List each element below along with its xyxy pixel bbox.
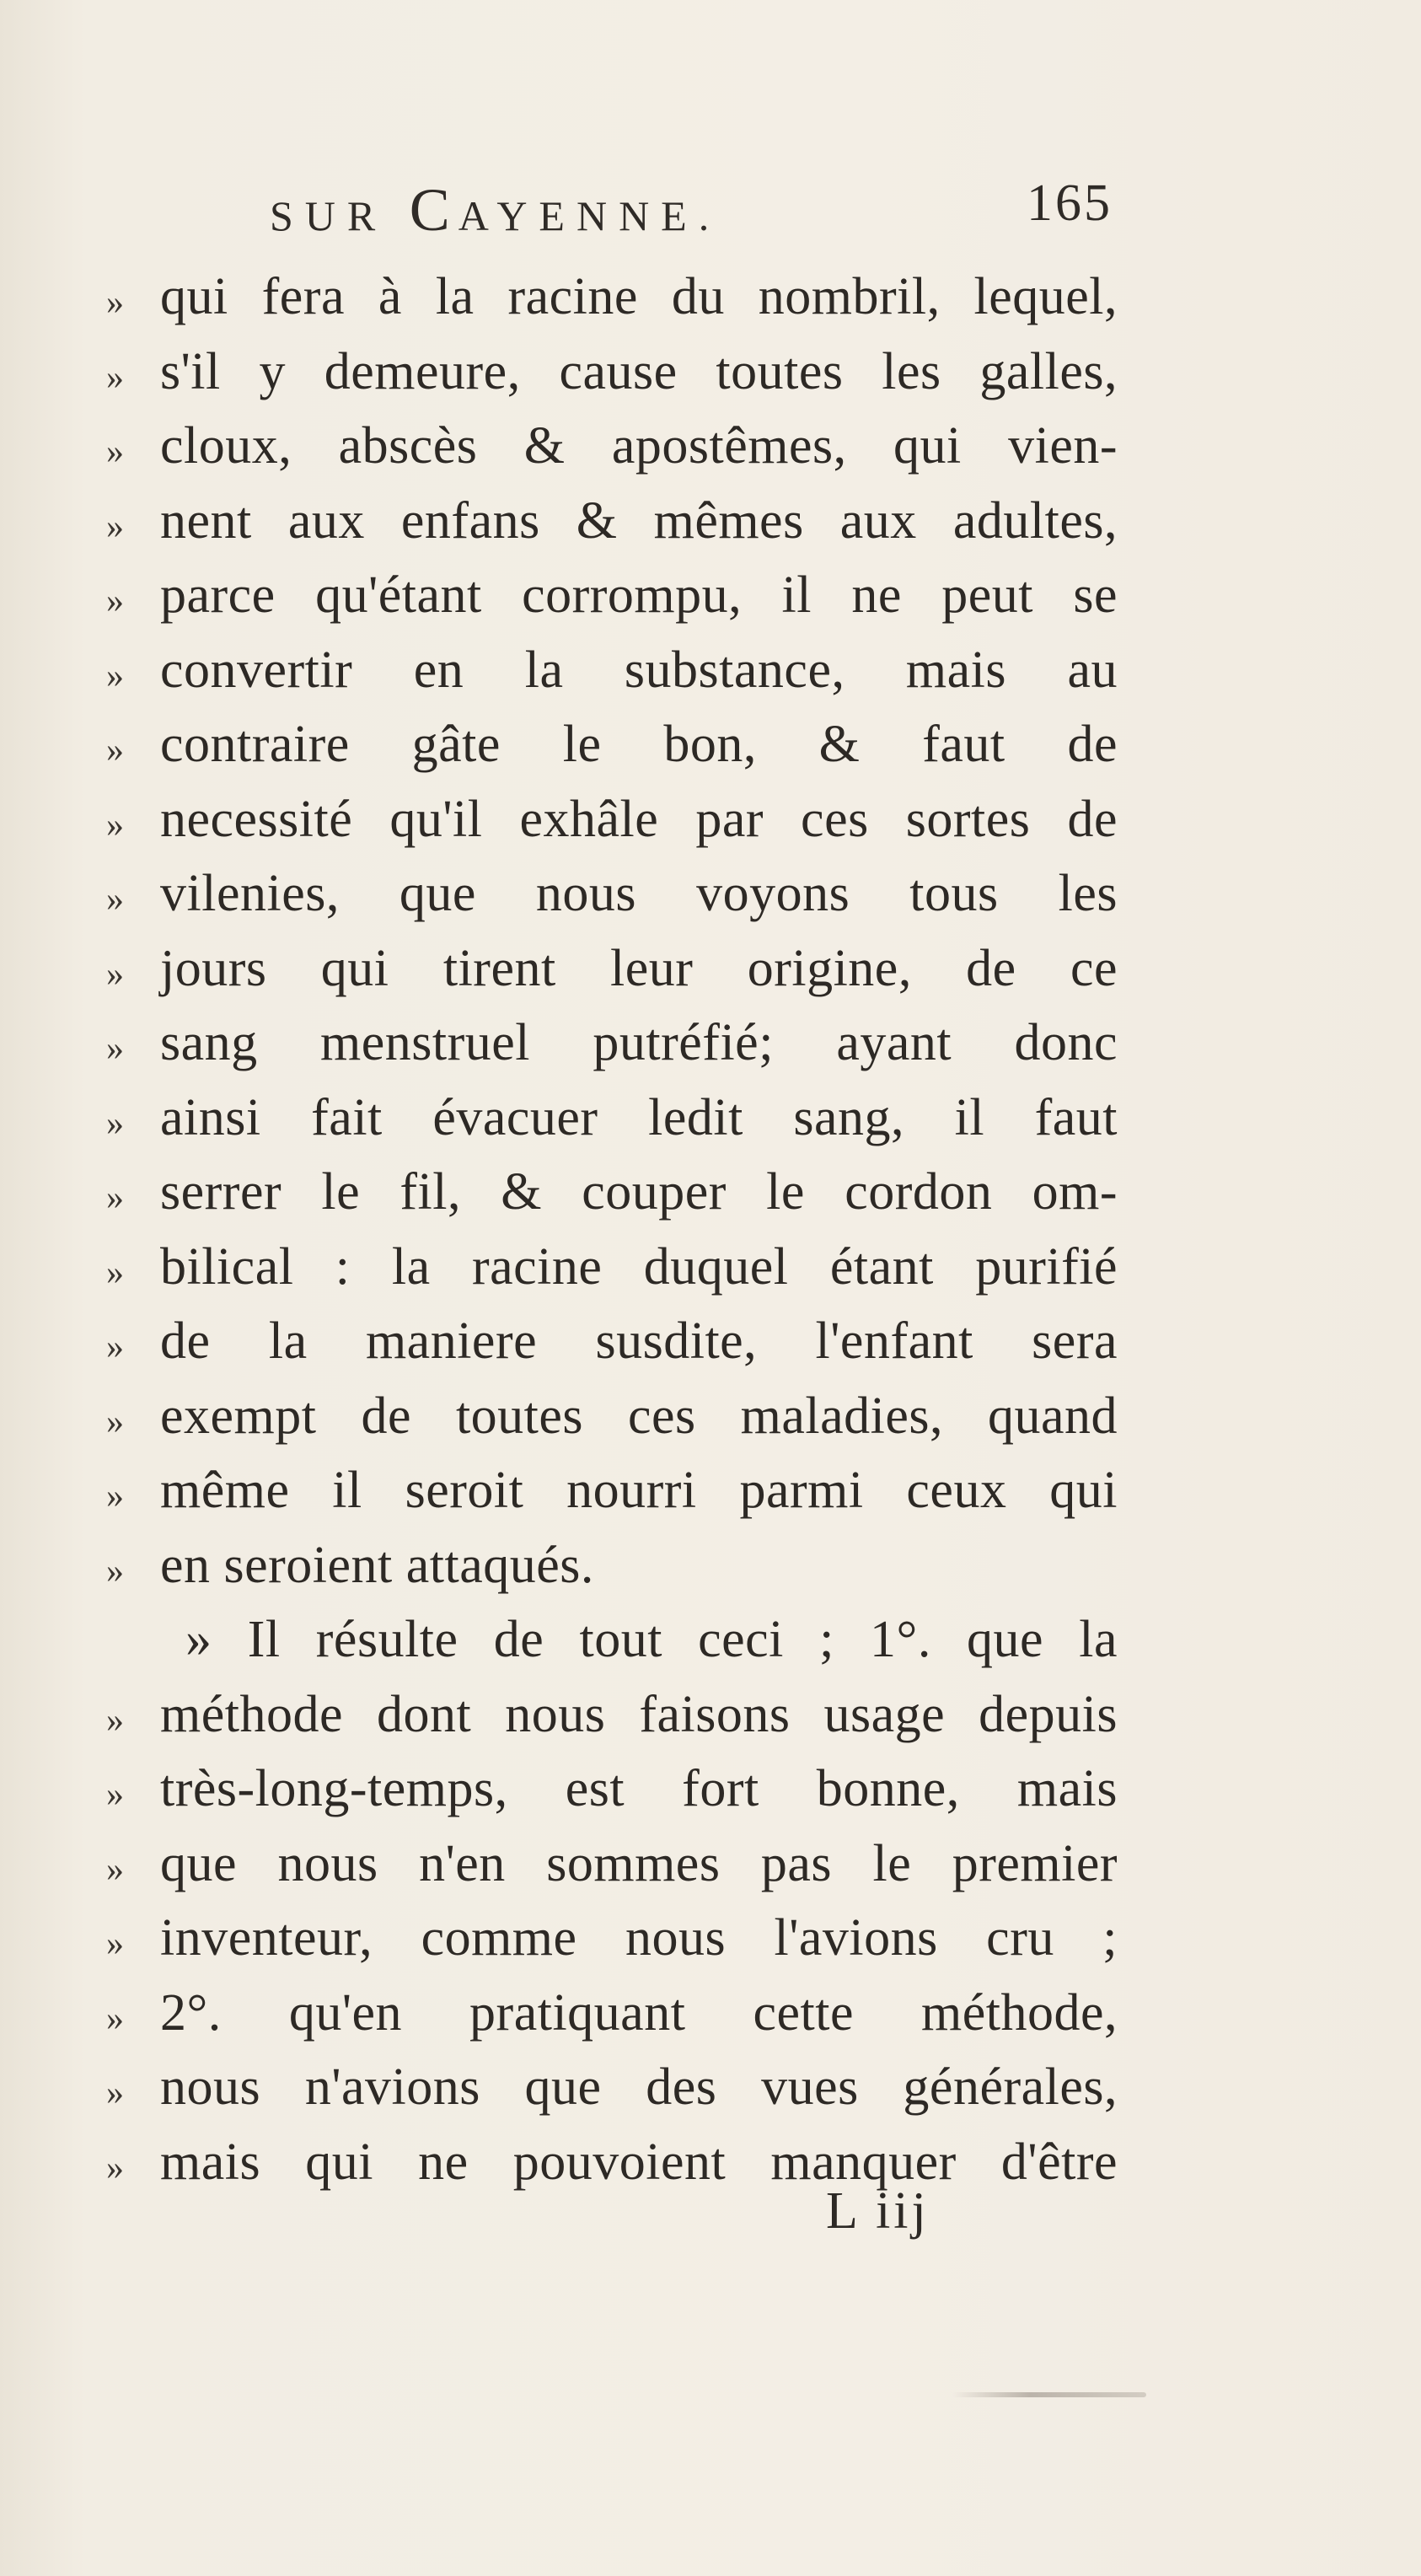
- quote-mark: »: [106, 2074, 124, 2112]
- text-line: [106, 1602, 1118, 1677]
- quote-mark: »: [106, 954, 124, 994]
- line-text: ainsi fait évacuer ledit sang, il faut: [160, 1088, 1118, 1146]
- quote-mark: »: [106, 432, 124, 471]
- text-line: [106, 1304, 1118, 1379]
- text-line: [106, 260, 1118, 335]
- quote-mark: »: [106, 357, 124, 397]
- text-line: [106, 1677, 1118, 1752]
- quote-mark: »: [106, 2148, 124, 2187]
- quote-mark: »: [106, 1103, 124, 1143]
- text-line: [106, 558, 1118, 633]
- quote-mark: »: [106, 1700, 124, 1740]
- line-text: exempt de toutes ces maladies, quand: [160, 1387, 1118, 1445]
- quote-mark: »: [106, 1029, 124, 1068]
- text-line: [106, 484, 1118, 559]
- quote-mark: »: [106, 731, 124, 770]
- text-line: [106, 1528, 1118, 1603]
- quote-mark: »: [106, 1999, 124, 2038]
- running-head-capital: C: [409, 176, 458, 244]
- line-text: même il seroit nourri parmi ceux qui: [160, 1462, 1118, 1519]
- text-line: [106, 707, 1118, 782]
- text-line: [106, 2050, 1118, 2125]
- line-text: inventeur, comme nous l'avions cru ;: [160, 1909, 1118, 1967]
- line-text: qui fera à la racine du nombril, lequel,: [160, 268, 1118, 325]
- line-text: en seroient attaqués.: [160, 1536, 594, 1594]
- line-text: necessité qu'il exhâle par ces sortes de: [160, 790, 1118, 848]
- page-header: [270, 174, 1113, 244]
- text-line: [106, 409, 1118, 484]
- line-text: vilenies, que nous voyons tous les: [160, 865, 1118, 922]
- quote-mark: »: [106, 1253, 124, 1292]
- quote-mark: »: [106, 582, 124, 620]
- quote-mark: »: [106, 805, 124, 845]
- body-text: [106, 260, 1118, 2199]
- quote-mark: »: [106, 1477, 124, 1516]
- line-text: serrer le fil, & couper le cordon om-: [160, 1163, 1118, 1221]
- quote-mark: »: [106, 1551, 124, 1591]
- text-line: [106, 1827, 1118, 1902]
- text-line: [106, 1752, 1118, 1827]
- text-line: [106, 335, 1118, 410]
- text-line: [106, 1081, 1118, 1156]
- line-text: nent aux enfans & mêmes aux adultes,: [160, 491, 1118, 550]
- quote-mark: »: [106, 1775, 124, 1814]
- line-text: mais qui ne pouvoient manquer d'être: [160, 2133, 1118, 2191]
- text-line: [106, 1379, 1118, 1454]
- line-text: contraire gâte le bon, & faut de: [160, 716, 1118, 773]
- text-line: [106, 633, 1118, 708]
- running-head-rest: AYENNE.: [458, 192, 721, 239]
- quote-mark: »: [106, 507, 124, 546]
- ink-smudge: [952, 2392, 1146, 2397]
- quote-mark: »: [106, 1849, 124, 1889]
- line-text: sang menstruel putréfié; ayant donc: [160, 1014, 1118, 1071]
- line-text: nous n'avions que des vues générales,: [160, 2058, 1118, 2116]
- text-line: [106, 1230, 1118, 1305]
- text-line: [106, 1006, 1118, 1081]
- text-line: [106, 856, 1118, 931]
- text-line: [106, 2125, 1118, 2200]
- line-text: méthode dont nous faisons usage depuis: [160, 1685, 1118, 1743]
- line-text: très-long-temps, est fort bonne, mais: [160, 1760, 1118, 1817]
- line-text: s'il y demeure, cause toutes les galles,: [160, 342, 1118, 400]
- line-text: » Il résulte de tout ceci ; 1°. que la: [185, 1611, 1118, 1668]
- text-line: [106, 1155, 1118, 1230]
- quote-mark: »: [106, 880, 124, 919]
- quote-mark: »: [106, 1402, 124, 1441]
- line-text: bilical : la racine duquel étant purifié: [160, 1237, 1118, 1296]
- text-line: [106, 1453, 1118, 1528]
- running-head-prefix: SUR: [270, 192, 388, 239]
- text-line: [106, 782, 1118, 857]
- text-line: [106, 1976, 1118, 2051]
- line-text: de la maniere susdite, l'enfant sera: [160, 1312, 1118, 1370]
- page-number: 165: [1027, 174, 1113, 232]
- quote-mark: »: [106, 283, 124, 322]
- line-text: jours qui tirent leur origine, de ce: [160, 939, 1118, 997]
- line-text: 2°. qu'en pratiquant cette méthode,: [160, 1983, 1118, 2042]
- text-line: [106, 931, 1118, 1006]
- line-text: parce qu'étant corrompu, il ne peut se: [160, 566, 1118, 624]
- quote-mark: »: [106, 1924, 124, 1963]
- signature-mark: L iij: [826, 2182, 930, 2240]
- line-text: convertir en la substance, mais au: [160, 641, 1118, 699]
- text-line: [106, 1901, 1118, 1976]
- quote-mark: »: [106, 656, 124, 695]
- quote-mark: »: [106, 1328, 124, 1366]
- line-text: cloux, abscès & apostêmes, qui vien-: [160, 417, 1118, 475]
- quote-mark: »: [106, 1178, 124, 1217]
- running-head: [270, 175, 721, 245]
- line-text: que nous n'en sommes pas le premier: [160, 1834, 1118, 1892]
